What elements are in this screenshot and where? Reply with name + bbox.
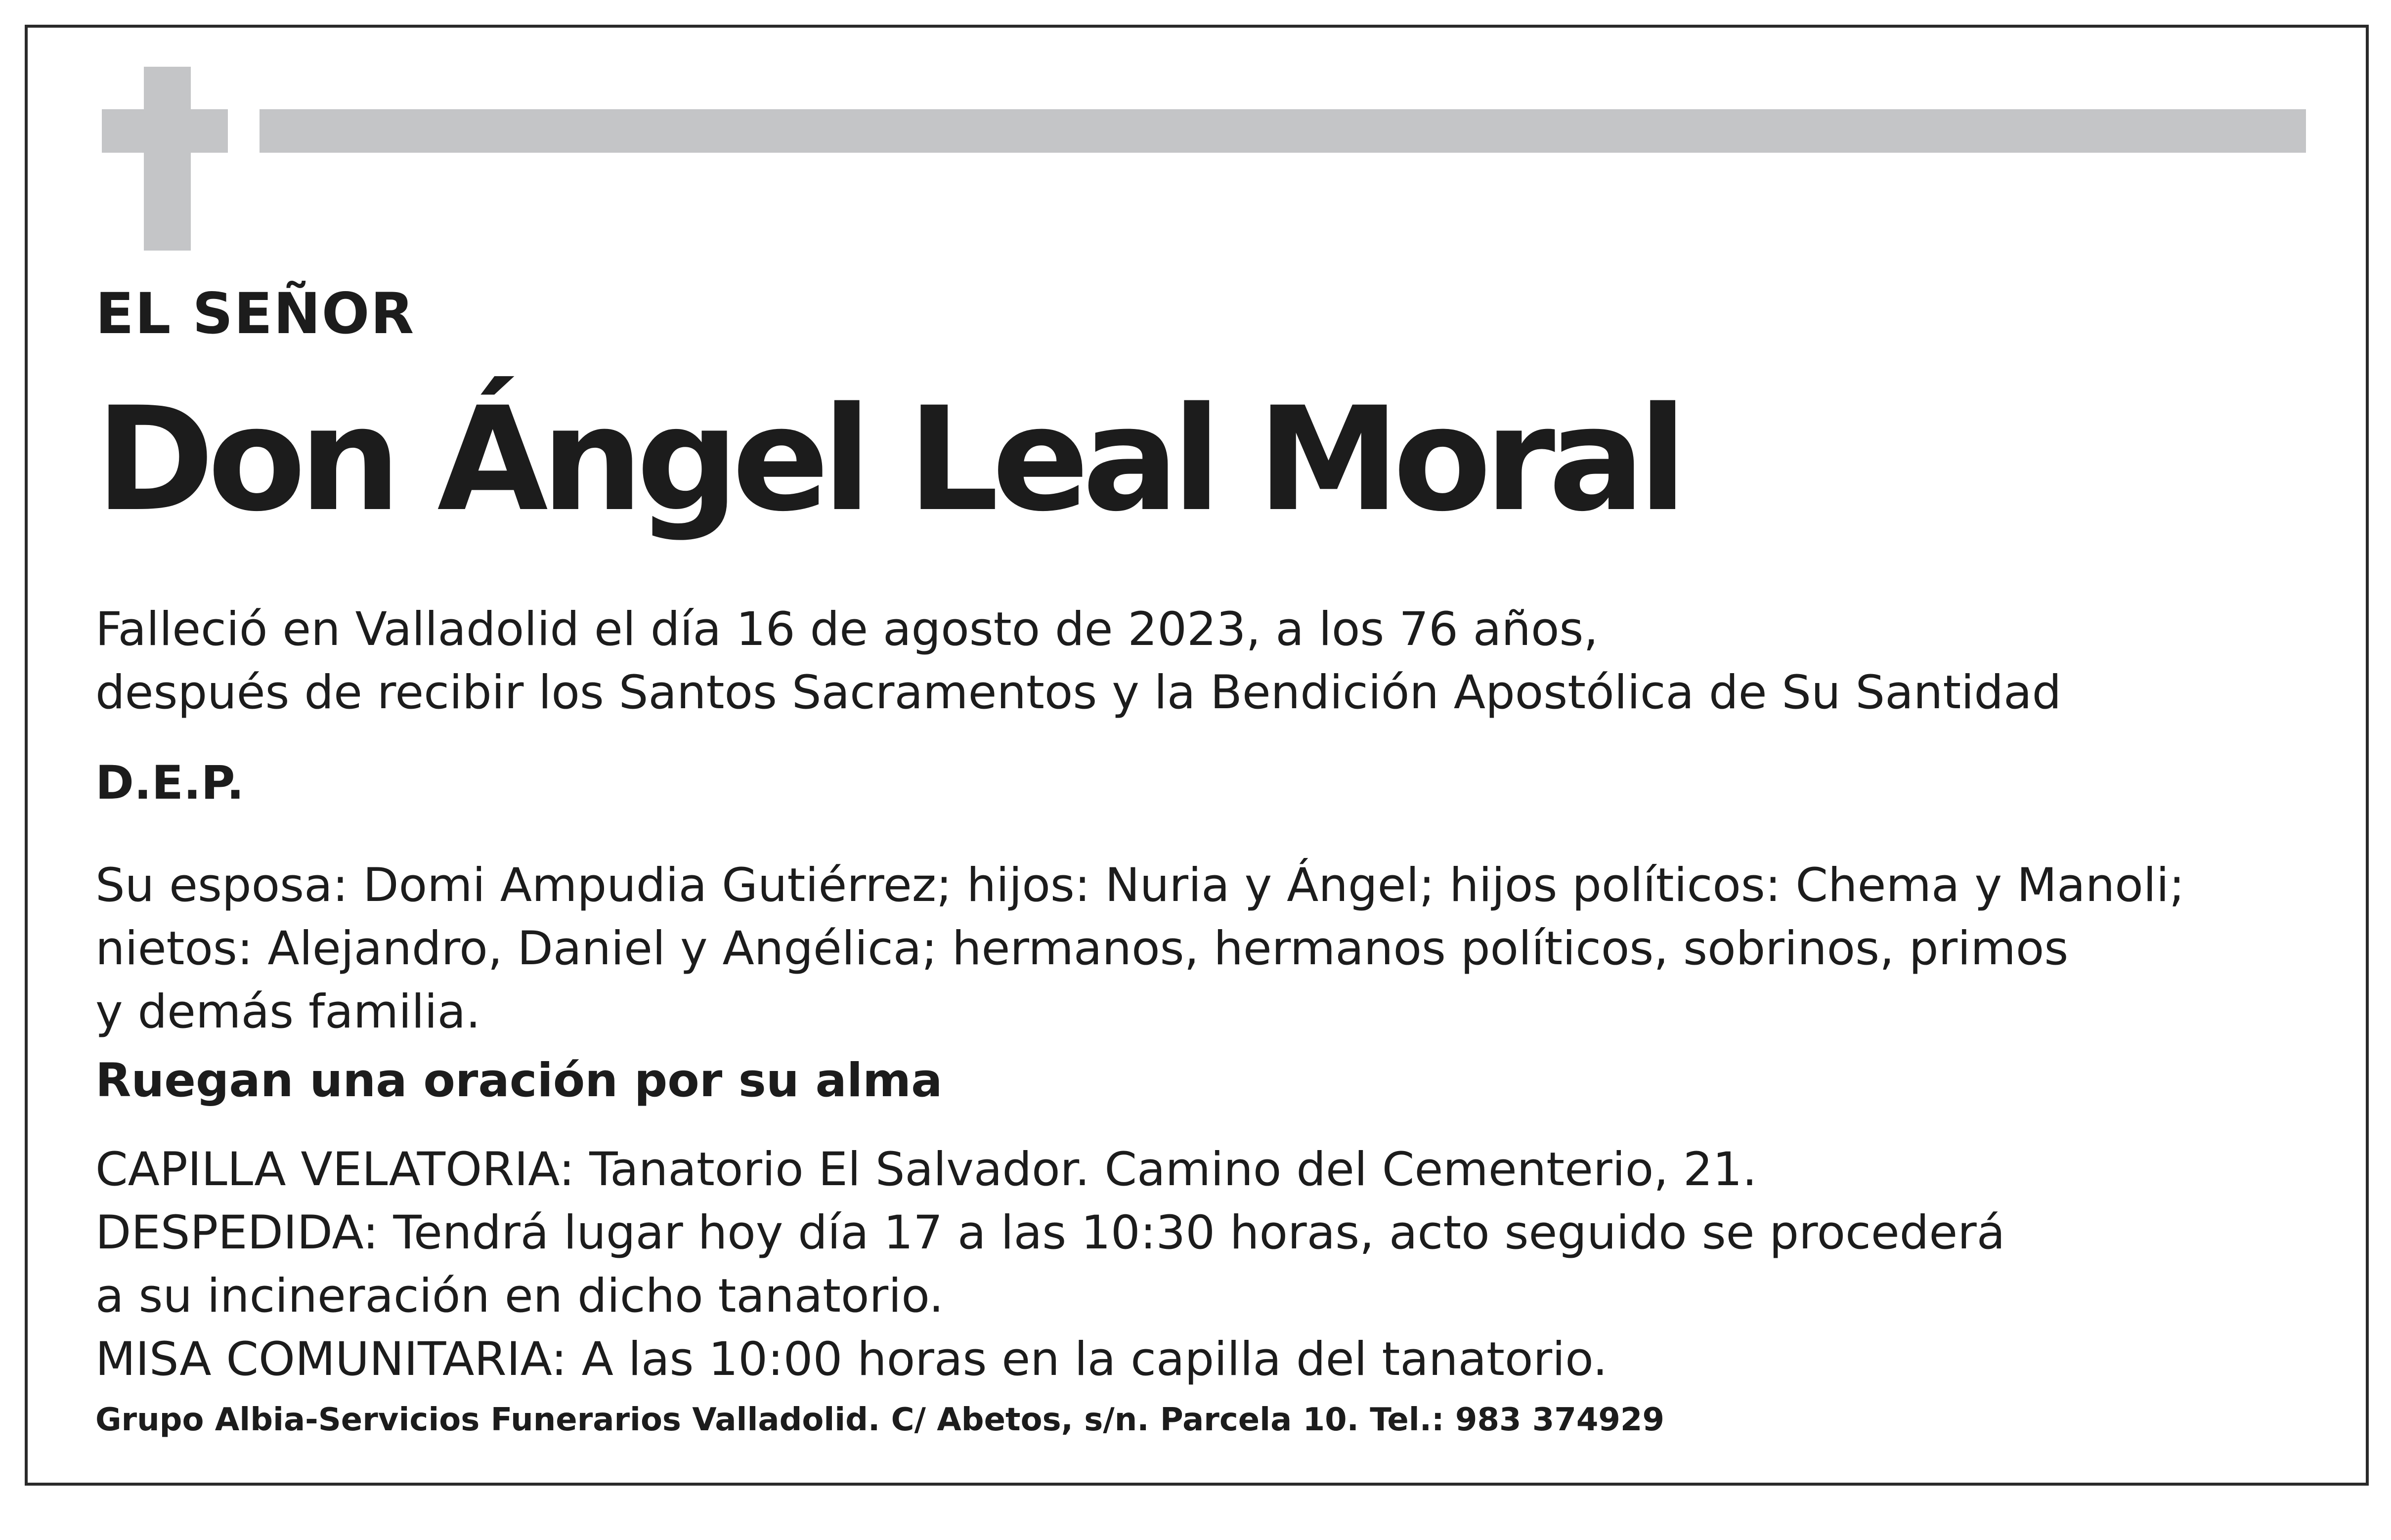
family-line: Su esposa: Domi Ampudia Gutiérrez; hijos: Nuria y Ángel; hijos políticos: Chema y Manoli; xyxy=(95,858,2185,912)
family-paragraph xyxy=(95,854,2185,1044)
death-line: después de recibir los Santos Sacramentos y la Bendición Apostólica de Su Santidad xyxy=(95,666,2062,720)
cross-icon xyxy=(144,67,191,251)
service-line: a su incineración en dicho tanatorio. xyxy=(95,1269,944,1323)
service-paragraph xyxy=(95,1138,2005,1391)
service-line: MISA COMUNITARIA: A las 10:00 horas en la capilla del tanatorio. xyxy=(95,1332,1608,1386)
death-line: Falleció en Valladolid el día 16 de agosto de 2023, a los 76 años, xyxy=(95,602,1599,656)
cross-icon-arm xyxy=(102,109,228,153)
service-line: CAPILLA VELATORIA: Tanatorio El Salvador. Camino del Cementerio, 21. xyxy=(95,1143,1757,1197)
deceased-name: Don Ángel Leal Moral xyxy=(95,377,1681,543)
header-rule xyxy=(260,109,2306,153)
family-line: y demás familia. xyxy=(95,985,481,1039)
funeral-home-footer: Grupo Albia-Servicios Funerarios Valladolid. C/ Abetos, s/n. Parcela 10. Tel.: 983 374929 xyxy=(95,1402,1664,1438)
family-line: nietos: Alejandro, Daniel y Angélica; hermanos, hermanos políticos, sobrinos, primos xyxy=(95,922,2069,976)
honorific: EL SEÑOR xyxy=(95,281,415,346)
death-paragraph xyxy=(95,598,2061,725)
service-line: DESPEDIDA: Tendrá lugar hoy día 17 a las 10:30 horas, acto seguido se procederá xyxy=(95,1206,2005,1260)
rip-label: D.E.P. xyxy=(95,756,245,810)
prayer-request: Ruegan una oración por su alma xyxy=(95,1054,943,1108)
